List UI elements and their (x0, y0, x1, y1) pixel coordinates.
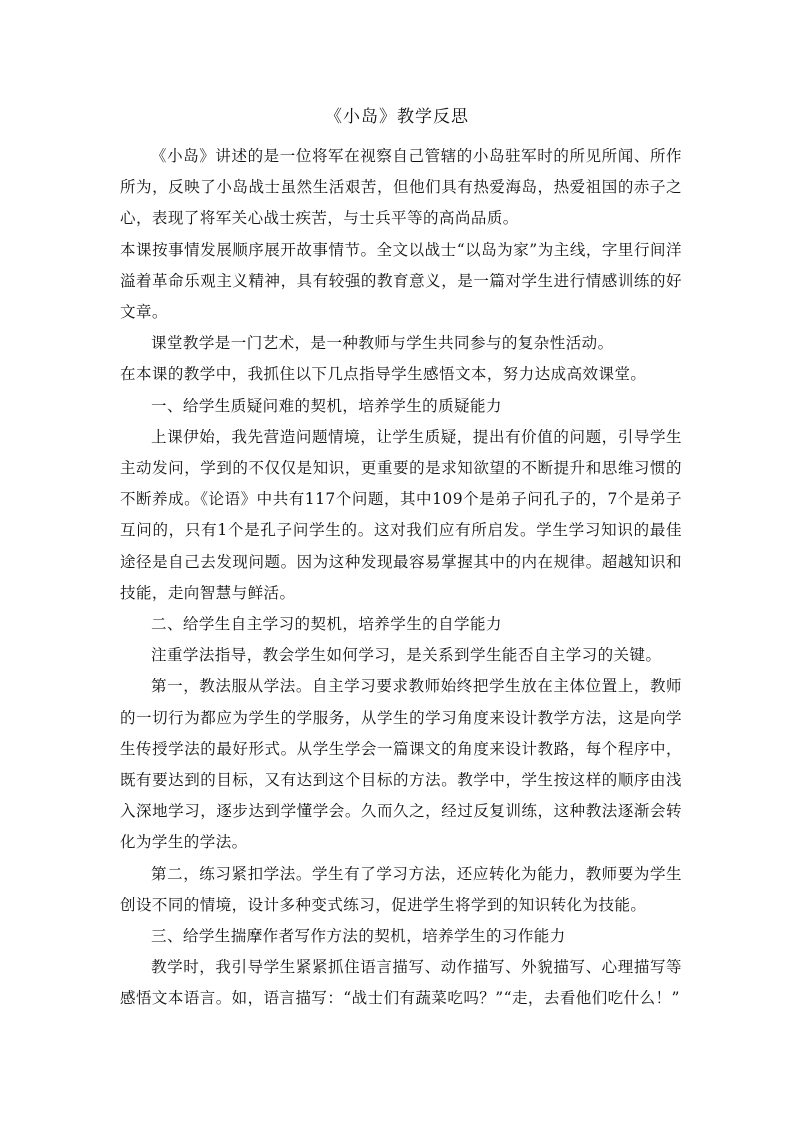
paragraph-approach: 在本课的教学中，我抓住以下几点指导学生感悟文本，努力达成高效课堂。 (120, 365, 647, 384)
paragraph-questioning: 上课伊始，我先营造问题情境，让学生质疑，提出有价值的问题，引导学生主动发问，学到的不仅仅是知识，更重要的是求知欲望的不断提升和思维习惯的不断养成。《论语》中共有117个问题，其中109个是弟子问孔子的，7个是弟子互问的，只有1个是孔子问学生的。这对我们应有所启发。学生学习知识的最佳途径是自己去发现问题。因为这种发现最容易掌握其中的内在规律。超越知识和技能，走向智慧与鲜活。 (120, 427, 682, 602)
document-title: 《小岛》教学反思 (325, 107, 469, 127)
paragraph-art: 课堂教学是一门艺术，是一种教师与学生共同参与的复杂性活动。 (151, 334, 614, 353)
paragraph-second-point: 第二，练习紧扣学法。学生有了学习方法，还应转化为能力，教师要为学生创设不同的情境，设计多种变式练习，促进学生将学到的知识转化为技能。 (120, 864, 682, 914)
paragraph-intro: 《小岛》讲述的是一位将军在视察自己管辖的小岛驻军时的所见所闻、所作所为，反映了小岛战士虽然生活艰苦，但他们具有热爱海岛，热爱祖国的赤子之心，表现了将军关心战士疾苦，与士兵平等的高尚品质。 (120, 147, 682, 228)
section-heading-3: 三、给学生揣摩作者写作方法的契机，培养学生的习作能力 (151, 927, 566, 946)
document-body (120, 141, 682, 1015)
paragraph-structure: 本课按事情发展顺序展开故事情节。全文以战士“以岛为家”为主线，字里行间洋溢着革命乐观主义精神，具有较强的教育意义，是一篇对学生进行情感训练的好文章。 (120, 240, 682, 322)
paragraph-first-point: 第一，教法服从学法。自主学习要求教师始终把学生放在主体位置上，教师的一切行为都应为学生的学服务，从学生的学习角度来设计教学方法，这是向学生传授学法的最好形式。从学生学会一篇课文的角度来设计教路，每个程序中，既有要达到的目标，又有达到这个目标的方法。教学中，学生按这样的顺序由浅入深地学习，逐步达到学懂学会。久而久之，经过反复训练，这种教法逐渐会转化为学生的学法。 (120, 677, 682, 852)
section-heading-2: 二、给学生自主学习的契机，培养学生的自学能力 (151, 615, 502, 634)
section-heading-1: 一、给学生质疑问难的契机，培养学生的质疑能力 (151, 396, 502, 415)
paragraph-method-guidance: 注重学法指导，教会学生如何学习，是关系到学生能否自主学习的关键。 (151, 646, 662, 665)
paragraph-writing-methods: 教学时，我引导学生紧紧抓住语言描写、动作描写、外貌描写、心理描写等感悟文本语言。如，语言描写：“战士们有蔬菜吃吗？”“走，去看他们吃什么！” (120, 958, 682, 1008)
